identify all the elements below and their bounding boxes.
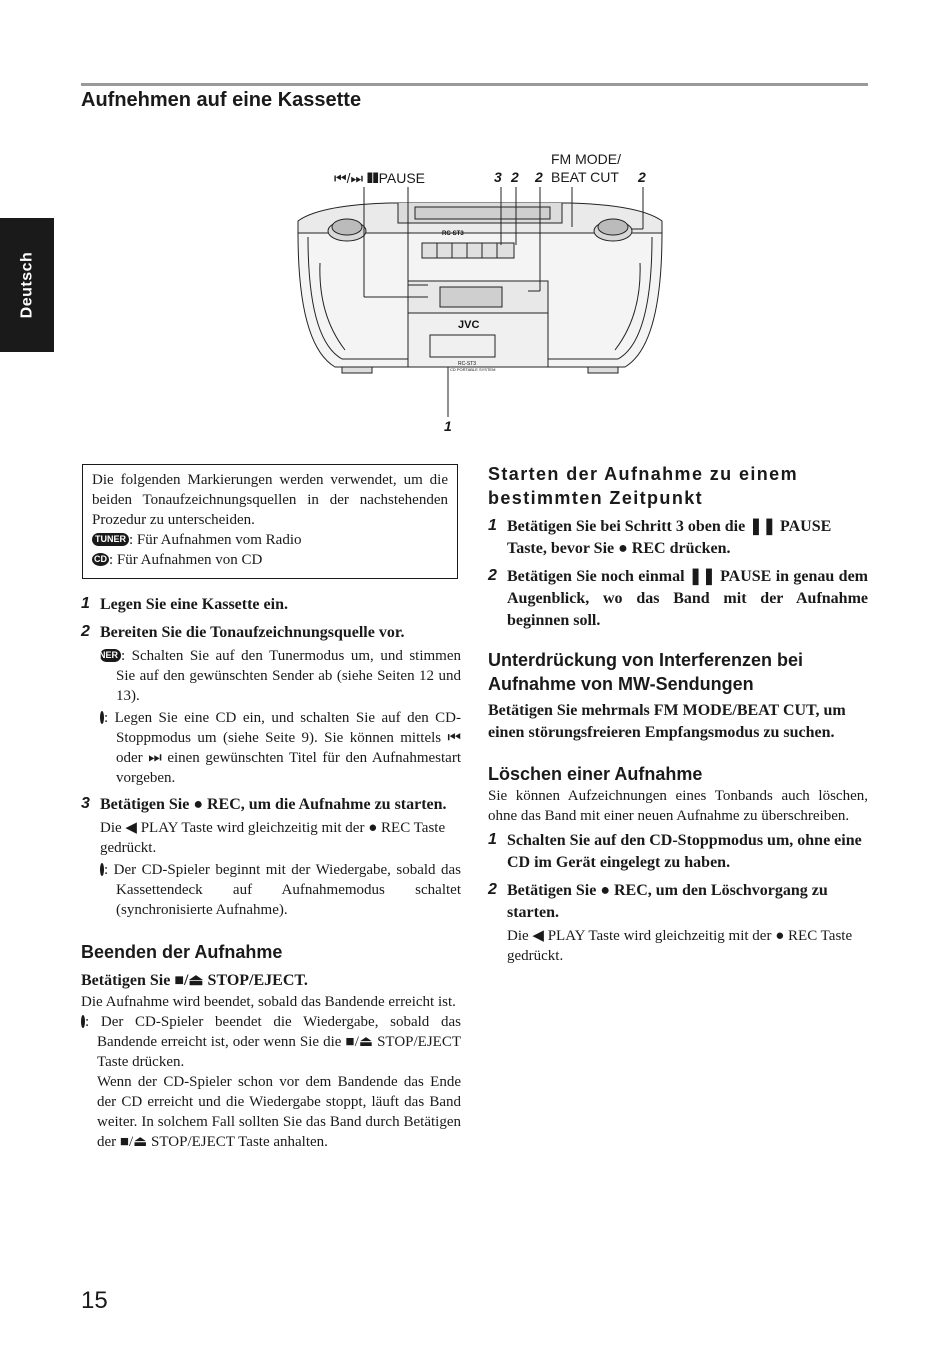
step-3-cd-text: : Der CD-Spieler beginnt mit der Wiedergabe, sobald das Kassettendeck auf Aufnahmemodus schaltet (synchronisierte Aufnahme). bbox=[104, 862, 461, 918]
step-title: Schalten Sie auf den CD-Stoppmodus um, ohne eine CD im Gerät eingelegt zu haben. bbox=[507, 832, 862, 871]
legend-tuner-text: : Für Aufnahmen vom Radio bbox=[129, 532, 302, 548]
step-number: 3 bbox=[81, 795, 90, 812]
step-3-cd bbox=[86, 860, 461, 920]
label-step-3: 3 bbox=[494, 169, 502, 185]
label-skip-pause: ⏮/⏭ ❚❚PAUSE bbox=[334, 170, 426, 186]
label-step-2a: 2 bbox=[511, 169, 519, 185]
erase-step-2 bbox=[488, 880, 868, 966]
stop-cd-text-2: Wenn der CD-Spieler schon vor dem Bandende das Ende der CD erreicht und die Wiedergabe stoppt, läuft das Band weiter. In solchem Fall sollten Sie das Band durch Betätigen der ■/⏏ STOP/EJECT Taste anhalten. bbox=[97, 1074, 461, 1150]
top-rule bbox=[81, 83, 868, 86]
device-brand: JVC bbox=[458, 319, 480, 331]
step-number: 1 bbox=[488, 517, 497, 534]
label-fm-mode: FM MODE/ bbox=[551, 151, 621, 167]
stop-heading: Beenden der Aufnahme bbox=[81, 942, 283, 962]
legend-cd bbox=[92, 550, 448, 570]
left-column bbox=[67, 594, 461, 1152]
stop-cd-note bbox=[67, 1012, 461, 1072]
device-diagram bbox=[290, 145, 670, 435]
stop-cd-text: : Der CD-Spieler beendet die Wiedergabe, sobald das Bandende erreicht ist, oder wenn Sie die ■/⏏ STOP/EJECT Taste drücken. bbox=[85, 1014, 461, 1070]
step-number: 1 bbox=[488, 831, 497, 848]
device-model-top: RC-ST3 bbox=[442, 231, 464, 237]
erase-step-1 bbox=[488, 830, 868, 874]
step-number: 1 bbox=[81, 595, 90, 612]
stop-text: Die Aufnahme wird beendet, sobald das Bandende erreicht ist. bbox=[81, 994, 456, 1010]
interference-heading: Unterdrückung von Interferenzen bei Aufnahme von MW-Sendungen bbox=[488, 650, 804, 694]
legend-tuner bbox=[92, 530, 448, 550]
cd-tag: CD bbox=[81, 1015, 85, 1028]
cd-tag: CD bbox=[100, 711, 104, 724]
stop-instruction: Betätigen Sie ■/⏏ STOP/EJECT. bbox=[81, 972, 308, 989]
step-title: Betätigen Sie ● REC, um die Aufnahme zu starten. bbox=[100, 796, 447, 813]
timed-step-2 bbox=[488, 566, 868, 632]
erase-intro: Sie können Aufzeichnungen eines Tonbands auch löschen, ohne das Band mit einer neuen Aufnahme zu überschreiben. bbox=[488, 788, 868, 824]
erase-heading: Löschen einer Aufnahme bbox=[488, 764, 703, 784]
step-2-cd-text: : Legen Sie eine CD ein, und schalten Sie auf den CD-Stoppmodus um (siehe Seite 9). Sie können mittels ⏮ oder ⏭ einen gewünschten Titel für den Aufnahmestart vorgeben. bbox=[104, 710, 461, 786]
step-2-cd bbox=[86, 708, 461, 788]
device-subtitle: CD PORTABLE SYSTEM bbox=[450, 367, 496, 372]
timed-heading: Starten der Aufnahme zu einem bestimmten Zeitpunkt bbox=[488, 464, 798, 508]
step-number: 2 bbox=[81, 623, 90, 640]
interference-text: Betätigen Sie mehrmals FM MODE/BEAT CUT, um einen störungsfreieren Empfangsmodus zu suchen. bbox=[488, 702, 846, 741]
legend-intro: Die folgenden Markierungen werden verwendet, um die beiden Tonaufzeichnungsquellen in der nachstehenden Prozedur zu unterscheiden. bbox=[92, 472, 448, 528]
cd-tag: CD bbox=[94, 554, 107, 564]
erase-step-2-text: Die ◀ PLAY Taste wird gleichzeitig mit der ● REC Taste gedrückt. bbox=[507, 928, 853, 964]
step-2-tuner-text: : Schalten Sie auf den Tunermodus um, und stimmen Sie auf den gewünschten Sender ab (siehe Seiten 12 und 13). bbox=[116, 648, 461, 704]
marker-legend-box bbox=[82, 464, 458, 579]
page-title: Aufnehmen auf eine Kassette bbox=[81, 89, 362, 111]
timed-step-1 bbox=[488, 516, 868, 560]
step-1 bbox=[81, 594, 461, 616]
language-tab bbox=[0, 218, 54, 352]
step-number: 2 bbox=[488, 881, 497, 898]
step-title: Bereiten Sie die Tonaufzeichnungsquelle vor. bbox=[100, 624, 405, 641]
step-title: Betätigen Sie ● REC, um den Löschvorgang zu starten. bbox=[507, 882, 828, 921]
language-tab-label: Deutsch bbox=[18, 251, 35, 319]
step-2-tuner bbox=[87, 646, 461, 706]
label-step-2b: 2 bbox=[535, 169, 543, 185]
page-number: 15 bbox=[81, 1287, 108, 1314]
device-model: RC-ST3 bbox=[458, 361, 477, 367]
tuner-tag: TUNER bbox=[92, 533, 129, 546]
step-title: Betätigen Sie noch einmal ❚❚ PAUSE in genau dem Augenblick, wo das Band mit der Aufnahme beginnen soll. bbox=[507, 568, 868, 629]
step-3 bbox=[81, 794, 461, 920]
boombox-drawing bbox=[290, 145, 670, 435]
right-column bbox=[488, 462, 868, 972]
step-title: Legen Sie eine Kassette ein. bbox=[100, 596, 288, 613]
step-title: Betätigen Sie bei Schritt 3 oben die ❚❚ PAUSE Taste, bevor Sie ● REC drücken. bbox=[507, 518, 832, 557]
legend-cd-text: : Für Aufnahmen von CD bbox=[109, 552, 263, 568]
step-3-text: Die ◀ PLAY Taste wird gleichzeitig mit der ● REC Taste gedrückt. bbox=[100, 820, 446, 856]
step-2 bbox=[81, 622, 461, 788]
label-step-2c: 2 bbox=[638, 169, 646, 185]
step-number: 2 bbox=[488, 567, 497, 584]
cd-tag: CD bbox=[100, 863, 104, 876]
tuner-tag: TUNER bbox=[100, 649, 121, 662]
label-step-1: 1 bbox=[444, 418, 452, 434]
label-beat-cut: BEAT CUT bbox=[551, 169, 619, 185]
